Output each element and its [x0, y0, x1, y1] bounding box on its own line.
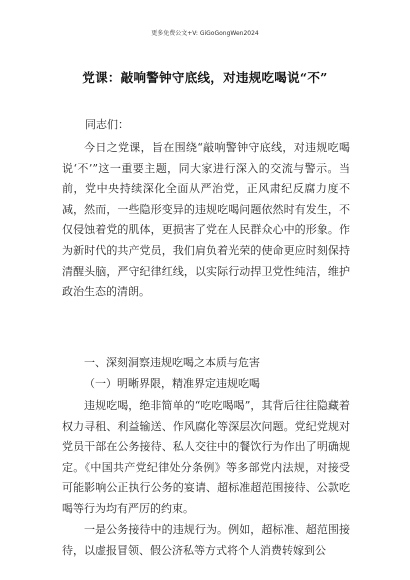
definition-paragraph-block: [62, 396, 350, 520]
document-title: 党课：敲响警钟守底线，对违规吃喝说“不”: [82, 70, 328, 85]
section-heading-1: 一、深刻洞察违规吃喝之本质与危害: [84, 356, 260, 369]
header-note: 更多免费公文+V: GiGoGongWen2024: [151, 30, 259, 37]
salutation: 同志们：: [85, 118, 129, 131]
intro-paragraph: 今日之党课，旨在围绕“敲响警钟守底线，对违规吃喝说‘不’”这一重要主题，同大家进行深入的交流与警示。当前，党中央持续深化全面从严治党，正风肃纪反腐力度不减，然而，一些隐形变异的违规吃喝问题依然时有发生，不仅侵蚀着党的肌体，更损害了党在人民群众心中的形象。作为新时代的共产党员，我们肩负着光荣的使命更应时刻保持清醒头脑，严守纪律红线，以实际行动捍卫党性纯洁，维护政治生态的清朗。: [62, 141, 350, 299]
subsection-heading-1: （一）明晰界限，精准界定违规吃喝: [84, 377, 260, 390]
example-paragraph-block: [62, 520, 350, 561]
example-paragraph: 一是公务接待中的违规行为。例如，超标准、超范围接待，以虚报冒领、假公济私等方式将个人消费转嫁到公: [62, 523, 350, 557]
definition-paragraph: 违规吃喝，绝非简单的“吃吃喝喝”，其背后往往隐藏着权力寻租、利益输送、作风腐化等深层次问题。党纪党规对党员干部在公务接待、私人交往中的餐饮行为作出了明确规定。《中国共产党纪律处分条例》等多部党内法规，对接受可能影响公正执行公务的宴请、超标准超范围接待、公款吃喝等行为均有严厉的约束。: [62, 399, 350, 515]
intro-paragraph-block: [62, 138, 350, 303]
